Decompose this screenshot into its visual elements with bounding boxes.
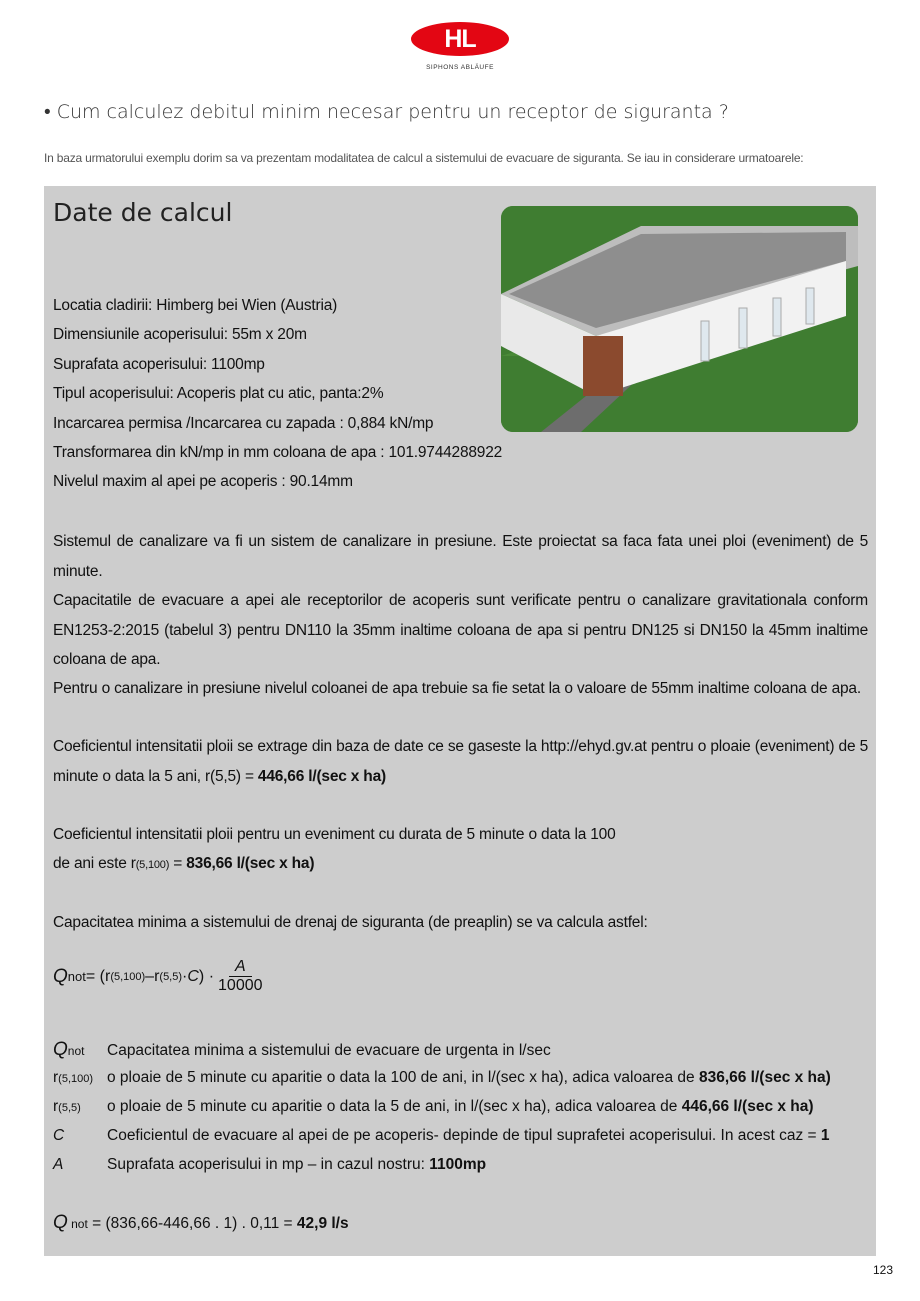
symbol: r: [53, 1098, 59, 1115]
text: Coeficientul de evacuare al apei de pe acoperis- depinde de tipul suprafetei acoperisului. In acest caz =: [107, 1127, 821, 1144]
paragraph-pressure: Pentru o canalizare in presiune nivelul coloanei de apa trebuie sa fie setat la o valoare de 55mm inaltime coloana de apa.: [53, 680, 861, 697]
symbol: Q: [53, 965, 68, 987]
legend-row: [53, 1156, 486, 1174]
result-value: 42,9 l/s: [296, 1215, 349, 1232]
subscript: (5,100): [135, 859, 170, 871]
question-heading: • Cum calculez debitul minim necesar pentru un receptor de siguranta ?: [44, 101, 729, 123]
paragraph-formula-intro: Capacitatea minima a sistemului de drenaj de siguranta (de preaplin) se va calcula astfel:: [53, 914, 648, 931]
formula: [53, 958, 263, 995]
text: Coeficientul intensitatii ploii se extrage din baza de date ce se gaseste la http://ehyd.gv.at pentru o ploaie (eveniment) de 5 minute o data la 5 ani, r(5,5) =: [53, 738, 868, 785]
value: 836,66 l/(sec x ha): [186, 855, 315, 872]
text: = (: [85, 967, 105, 985]
paragraph-100yr-line1: Coeficientul intensitatii ploii pentru un eveniment cu durata de 5 minute o data la 100: [53, 826, 616, 843]
legend-row: [53, 1098, 814, 1116]
legend-row: [53, 1127, 830, 1145]
text: = (836,66-446,66 . 1) . 0,11 =: [87, 1215, 297, 1232]
symbol: A: [53, 1156, 64, 1173]
text: ) ·: [198, 967, 215, 985]
legend-row: [53, 1069, 831, 1087]
box-title: Date de calcul: [53, 198, 233, 227]
value: 1100mp: [429, 1156, 487, 1173]
value: 446,66 l/(sec x ha): [257, 767, 386, 785]
symbol: Q: [53, 1212, 68, 1233]
data-line: Locatia cladirii: Himberg bei Wien (Austria): [53, 297, 338, 314]
symbol: Q: [53, 1039, 68, 1060]
paragraph-system: Sistemul de canalizare va fi un sistem de canalizare in presiune. Este proiectat sa faca fata unei ploi (eveniment) de 5 minute.: [53, 533, 868, 580]
text: ·: [182, 967, 188, 985]
symbol: r: [104, 967, 111, 985]
data-line: Incarcarea permisa /Incarcarea cu zapada : 0,884 kN/mp: [53, 415, 434, 432]
paragraph-capacity: Capacitatile de evacuare a apei ale receptorilor de acoperis sunt verificate pentru o canalizare gravitationala conform EN1253-2:2015 (tabelul 3) pentru DN110 la 35mm inaltime coloana de apa si pentru DN125 si DN150 la 45mm inaltime coloana de apa.: [53, 592, 868, 668]
text: r: [130, 855, 136, 872]
data-line: Transformarea din kN/mp in mm coloana de apa : 101.9744288922: [53, 444, 503, 461]
text: de ani este: [53, 855, 131, 872]
numerator: A: [229, 958, 252, 977]
subscript: (5,5): [159, 970, 183, 983]
text: Capacitatea minima a sistemului de evacuare de urgenta in l/sec: [107, 1042, 551, 1059]
legend-row: [53, 1039, 551, 1061]
value: 1: [820, 1127, 830, 1144]
paragraph-coefficient: [53, 732, 868, 791]
symbol: r: [53, 1069, 59, 1086]
symbol: r: [154, 967, 160, 985]
subscript: not: [67, 1217, 88, 1231]
fraction: [218, 958, 263, 995]
symbol: C: [53, 1127, 65, 1144]
hl-logo: HL: [411, 22, 509, 56]
paragraph-100yr-line2: [53, 849, 314, 881]
logo-tagline: SIPHONS ABLÄUFE: [426, 64, 494, 71]
denominator: 10000: [218, 977, 263, 994]
result-line: [53, 1212, 349, 1234]
text: o ploaie de 5 minute cu aparitie o data la 100 de ani, in l/(sec x ha), adica valoarea de: [107, 1069, 699, 1086]
subscript: (5,100): [110, 970, 146, 983]
text: =: [169, 855, 187, 872]
value: 446,66 l/(sec x ha): [681, 1098, 814, 1115]
data-line: Suprafata acoperisului: 1100mp: [53, 356, 265, 373]
text: Suprafata acoperisului in mp – in cazul nostru:: [107, 1156, 430, 1173]
intro-text: In baza urmatorului exemplu dorim sa va prezentam modalitatea de calcul a sistemului de evacuare de siguranta. Se iau in considerare urmatoarele:: [44, 151, 804, 165]
subscript: (5,100): [58, 1073, 94, 1085]
page-number: 123: [872, 1263, 893, 1277]
value: 836,66 l/(sec x ha): [698, 1069, 831, 1086]
symbol: C: [187, 967, 199, 985]
data-line: Dimensiunile acoperisului: 55m x 20m: [53, 326, 307, 343]
building-illustration: [501, 206, 858, 432]
data-line: Tipul acoperisului: Acoperis plat cu atic, panta:2%: [53, 385, 384, 402]
text: o ploaie de 5 minute cu aparitie o data la 5 de ani, in l/(sec x ha), adica valoarea de: [107, 1098, 682, 1115]
text: –: [145, 967, 155, 985]
data-line: Nivelul maxim al apei pe acoperis : 90.14mm: [53, 473, 353, 490]
subscript: not: [67, 1044, 85, 1058]
subscript: (5,5): [58, 1102, 81, 1114]
subscript: not: [67, 969, 86, 984]
